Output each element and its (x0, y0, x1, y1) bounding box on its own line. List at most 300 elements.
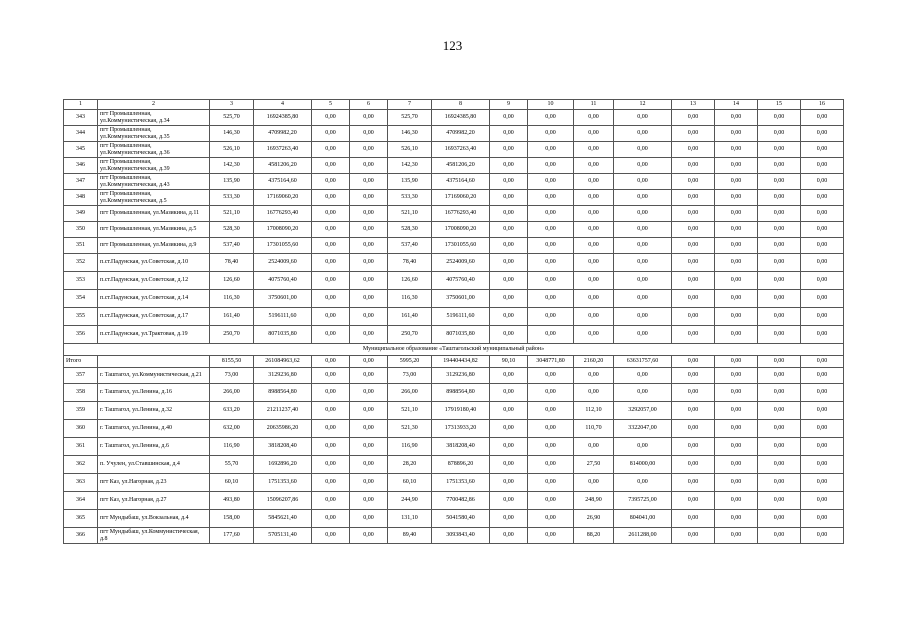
value-cell: 0,00 (758, 510, 801, 528)
value-cell: 0,00 (312, 222, 350, 238)
row-number: 364 (64, 492, 98, 510)
value-cell: 0,00 (801, 272, 844, 290)
value-cell: 0,00 (614, 126, 672, 142)
value-cell: 0,00 (801, 222, 844, 238)
value-cell: 0,00 (715, 158, 758, 174)
value-cell: 0,00 (528, 110, 574, 126)
table-row (64, 206, 844, 222)
column-number: 3 (210, 100, 254, 110)
value-cell: 0,00 (528, 206, 574, 222)
value-cell: 0,00 (312, 492, 350, 510)
address-cell: г. Таштагол, ул.Коммунистическая, д.21 (98, 368, 210, 384)
table-row (64, 510, 844, 528)
table-body (64, 100, 844, 544)
value-cell: 0,00 (672, 126, 715, 142)
value-cell: 0,00 (758, 126, 801, 142)
value-cell: 0,00 (350, 308, 388, 326)
value-cell: 17008090,20 (432, 222, 490, 238)
value-cell: 3818208,40 (432, 438, 490, 456)
row-number: 365 (64, 510, 98, 528)
value-cell: 0,00 (614, 190, 672, 206)
value-cell: 0,00 (801, 384, 844, 402)
value-cell: 5196111,60 (432, 308, 490, 326)
value-cell: 0,00 (528, 420, 574, 438)
value-cell: 0,00 (758, 420, 801, 438)
value-cell: 0,00 (672, 110, 715, 126)
value-cell: 0,00 (528, 272, 574, 290)
value-cell: 0,00 (672, 528, 715, 544)
value-cell: 55,70 (210, 456, 254, 474)
value-cell: 0,00 (801, 528, 844, 544)
value-cell: 0,00 (801, 254, 844, 272)
value-cell: 0,00 (614, 254, 672, 272)
value-cell: 126,60 (388, 272, 432, 290)
value-cell: 0,00 (801, 368, 844, 384)
value-cell: 0,00 (715, 272, 758, 290)
value-cell: 0,00 (672, 222, 715, 238)
address-cell: пгт Каз, ул.Нагорная, д.23 (98, 474, 210, 492)
row-number: 357 (64, 368, 98, 384)
value-cell: 0,00 (758, 272, 801, 290)
value-cell: 3292057,00 (614, 402, 672, 420)
data-table (63, 99, 844, 544)
row-number: 343 (64, 110, 98, 126)
address-cell: г. Таштагол, ул.Ленина, д.40 (98, 420, 210, 438)
row-number: 356 (64, 326, 98, 344)
value-cell: 146,30 (210, 126, 254, 142)
value-cell: 0,00 (490, 158, 528, 174)
value-cell: 0,00 (312, 438, 350, 456)
value-cell: 0,00 (614, 474, 672, 492)
value-cell: 0,00 (312, 420, 350, 438)
value-cell: 0,00 (490, 528, 528, 544)
value-cell: 0,00 (312, 402, 350, 420)
value-cell: 0,00 (490, 238, 528, 254)
total-value: 0,00 (758, 356, 801, 368)
value-cell: 0,00 (672, 474, 715, 492)
column-number: 6 (350, 100, 388, 110)
row-number: 366 (64, 528, 98, 544)
value-cell: 0,00 (350, 368, 388, 384)
value-cell: 17169060,20 (254, 190, 312, 206)
value-cell: 3093843,40 (432, 528, 490, 544)
value-cell: 0,00 (672, 308, 715, 326)
row-number: 352 (64, 254, 98, 272)
table-row (64, 308, 844, 326)
value-cell: 493,80 (210, 492, 254, 510)
value-cell: 0,00 (672, 142, 715, 158)
value-cell: 633,20 (210, 402, 254, 420)
value-cell: 0,00 (574, 438, 614, 456)
value-cell: 0,00 (574, 158, 614, 174)
value-cell: 804041,00 (614, 510, 672, 528)
value-cell: 3750601,00 (432, 290, 490, 308)
value-cell: 3322047,00 (614, 420, 672, 438)
value-cell: 4075760,40 (254, 272, 312, 290)
value-cell: 0,00 (801, 158, 844, 174)
value-cell: 0,00 (715, 474, 758, 492)
value-cell: 0,00 (672, 254, 715, 272)
value-cell: 0,00 (672, 158, 715, 174)
table-row (64, 402, 844, 420)
value-cell: 0,00 (528, 528, 574, 544)
value-cell: 116,90 (210, 438, 254, 456)
value-cell: 0,00 (312, 528, 350, 544)
value-cell: 0,00 (614, 206, 672, 222)
table-row (64, 174, 844, 190)
value-cell: 0,00 (490, 402, 528, 420)
value-cell: 0,00 (350, 174, 388, 190)
value-cell: 0,00 (758, 528, 801, 544)
value-cell: 0,00 (801, 456, 844, 474)
value-cell: 632,00 (210, 420, 254, 438)
value-cell: 0,00 (715, 438, 758, 456)
value-cell: 0,00 (528, 402, 574, 420)
value-cell: 0,00 (614, 272, 672, 290)
total-value: 0,00 (312, 356, 350, 368)
value-cell: 248,90 (574, 492, 614, 510)
value-cell: 0,00 (350, 326, 388, 344)
address-cell: пгт Промышленная, ул.Коммунистическая, д.34 (98, 110, 210, 126)
value-cell: 0,00 (312, 290, 350, 308)
value-cell: 0,00 (801, 190, 844, 206)
value-cell: 8071035,80 (254, 326, 312, 344)
value-cell: 0,00 (672, 438, 715, 456)
value-cell: 112,10 (574, 402, 614, 420)
row-number: 345 (64, 142, 98, 158)
value-cell: 142,30 (210, 158, 254, 174)
value-cell: 0,00 (672, 420, 715, 438)
section-title-row (64, 344, 844, 356)
value-cell: 521,10 (210, 206, 254, 222)
value-cell: 27,50 (574, 456, 614, 474)
column-number: 7 (388, 100, 432, 110)
value-cell: 0,00 (672, 238, 715, 254)
table-row (64, 142, 844, 158)
value-cell: 0,00 (312, 456, 350, 474)
value-cell: 0,00 (715, 420, 758, 438)
table-row (64, 222, 844, 238)
value-cell: 8071035,80 (432, 326, 490, 344)
value-cell: 0,00 (715, 174, 758, 190)
value-cell: 0,00 (715, 126, 758, 142)
value-cell: 5196111,60 (254, 308, 312, 326)
value-cell: 126,60 (210, 272, 254, 290)
value-cell: 266,00 (388, 384, 432, 402)
value-cell: 0,00 (672, 384, 715, 402)
value-cell: 0,00 (672, 402, 715, 420)
value-cell: 266,00 (210, 384, 254, 402)
value-cell: 0,00 (574, 272, 614, 290)
value-cell: 0,00 (528, 126, 574, 142)
value-cell: 0,00 (801, 438, 844, 456)
value-cell: 814000,00 (614, 456, 672, 474)
column-number: 13 (672, 100, 715, 110)
address-cell: пгт Промышленная, ул.Коммунистическая, д.35 (98, 126, 210, 142)
value-cell: 5041580,40 (432, 510, 490, 528)
value-cell: 0,00 (614, 142, 672, 158)
row-number: 353 (64, 272, 98, 290)
value-cell: 15096207,86 (254, 492, 312, 510)
row-number: 354 (64, 290, 98, 308)
value-cell: 0,00 (758, 402, 801, 420)
value-cell: 0,00 (350, 110, 388, 126)
value-cell: 3818208,40 (254, 438, 312, 456)
value-cell: 0,00 (801, 308, 844, 326)
table-row (64, 456, 844, 474)
value-cell: 0,00 (574, 238, 614, 254)
row-number: 361 (64, 438, 98, 456)
value-cell: 0,00 (672, 492, 715, 510)
value-cell: 0,00 (758, 174, 801, 190)
table-row (64, 384, 844, 402)
value-cell: 0,00 (490, 272, 528, 290)
row-number: 347 (64, 174, 98, 190)
total-value: 261084963,62 (254, 356, 312, 368)
value-cell: 0,00 (528, 326, 574, 344)
column-number: 8 (432, 100, 490, 110)
value-cell: 0,00 (490, 438, 528, 456)
value-cell: 0,00 (312, 254, 350, 272)
value-cell: 0,00 (715, 326, 758, 344)
total-label: Итого (64, 356, 98, 368)
column-number: 16 (801, 100, 844, 110)
value-cell: 0,00 (758, 222, 801, 238)
value-cell: 16776293,40 (432, 206, 490, 222)
value-cell: 0,00 (801, 110, 844, 126)
value-cell: 0,00 (715, 290, 758, 308)
column-number: 4 (254, 100, 312, 110)
value-cell: 0,00 (350, 158, 388, 174)
value-cell: 0,00 (758, 110, 801, 126)
value-cell: 110,70 (574, 420, 614, 438)
value-cell: 60,10 (210, 474, 254, 492)
value-cell: 0,00 (312, 190, 350, 206)
value-cell: 8988564,80 (432, 384, 490, 402)
value-cell: 16937263,40 (432, 142, 490, 158)
value-cell: 0,00 (574, 126, 614, 142)
table-row (64, 238, 844, 254)
address-cell: г. Таштагол, ул.Ленина, д.6 (98, 438, 210, 456)
value-cell: 0,00 (350, 384, 388, 402)
table-row (64, 492, 844, 510)
value-cell: 73,00 (388, 368, 432, 384)
value-cell: 0,00 (490, 222, 528, 238)
table-row (64, 158, 844, 174)
total-value: 0,00 (672, 356, 715, 368)
value-cell: 2611288,00 (614, 528, 672, 544)
value-cell: 0,00 (715, 222, 758, 238)
value-cell: 0,00 (614, 368, 672, 384)
value-cell: 0,00 (528, 222, 574, 238)
value-cell: 0,00 (574, 174, 614, 190)
table-row (64, 272, 844, 290)
value-cell: 0,00 (350, 206, 388, 222)
section-title: Муниципальное образование «Таштагольский муниципальный район» (64, 344, 844, 356)
value-cell: 0,00 (715, 110, 758, 126)
value-cell: 0,00 (574, 190, 614, 206)
value-cell: 0,00 (614, 158, 672, 174)
value-cell: 0,00 (350, 474, 388, 492)
row-number: 348 (64, 190, 98, 206)
value-cell: 0,00 (350, 254, 388, 272)
value-cell: 525,70 (210, 110, 254, 126)
value-cell: 0,00 (715, 510, 758, 528)
page-number: 123 (442, 38, 463, 53)
value-cell: 177,60 (210, 528, 254, 544)
value-cell: 0,00 (758, 206, 801, 222)
value-cell: 0,00 (490, 126, 528, 142)
value-cell: 0,00 (490, 174, 528, 190)
value-cell: 0,00 (490, 420, 528, 438)
value-cell: 0,00 (490, 290, 528, 308)
value-cell: 0,00 (715, 492, 758, 510)
value-cell: 0,00 (758, 368, 801, 384)
value-cell: 26,90 (574, 510, 614, 528)
value-cell: 4581206,20 (432, 158, 490, 174)
value-cell: 0,00 (758, 308, 801, 326)
value-cell: 0,00 (614, 438, 672, 456)
value-cell: 0,00 (490, 510, 528, 528)
value-cell: 0,00 (574, 110, 614, 126)
address-cell: п.ст.Падунская, ул.Советская, д.14 (98, 290, 210, 308)
value-cell: 0,00 (312, 174, 350, 190)
value-cell: 0,00 (490, 254, 528, 272)
total-value: 5995,20 (388, 356, 432, 368)
value-cell: 0,00 (801, 402, 844, 420)
value-cell: 142,30 (388, 158, 432, 174)
value-cell: 0,00 (312, 272, 350, 290)
column-number: 9 (490, 100, 528, 110)
value-cell: 0,00 (312, 158, 350, 174)
value-cell: 0,00 (528, 492, 574, 510)
value-cell: 0,00 (801, 206, 844, 222)
value-cell: 16924385,80 (432, 110, 490, 126)
value-cell: 0,00 (490, 190, 528, 206)
value-cell: 1751353,60 (254, 474, 312, 492)
value-cell: 0,00 (801, 174, 844, 190)
address-cell: п. Учулен, ул.Ставшинская, д.4 (98, 456, 210, 474)
total-value: 0,00 (715, 356, 758, 368)
total-value (98, 356, 210, 368)
value-cell: 3129236,80 (432, 368, 490, 384)
value-cell: 78,40 (388, 254, 432, 272)
value-cell: 0,00 (672, 368, 715, 384)
address-cell: пгт Мундыбаш, ул.Вокзальная, д.4 (98, 510, 210, 528)
value-cell: 0,00 (614, 308, 672, 326)
value-cell: 0,00 (574, 368, 614, 384)
row-number: 344 (64, 126, 98, 142)
column-number: 11 (574, 100, 614, 110)
row-number: 351 (64, 238, 98, 254)
value-cell: 0,00 (574, 290, 614, 308)
value-cell: 0,00 (758, 190, 801, 206)
value-cell: 0,00 (312, 308, 350, 326)
value-cell: 0,00 (614, 222, 672, 238)
address-cell: пгт Промышленная, ул.Коммунистическая, д.5 (98, 190, 210, 206)
value-cell: 0,00 (672, 190, 715, 206)
value-cell: 7395725,00 (614, 492, 672, 510)
value-cell: 0,00 (758, 254, 801, 272)
value-cell: 0,00 (574, 384, 614, 402)
value-cell: 0,00 (801, 510, 844, 528)
value-cell: 0,00 (715, 402, 758, 420)
address-cell: пгт Промышленная, ул.Коммунистическая, д.39 (98, 158, 210, 174)
value-cell: 0,00 (350, 528, 388, 544)
value-cell: 521,30 (388, 420, 432, 438)
total-value: 8155,50 (210, 356, 254, 368)
table-row (64, 528, 844, 544)
value-cell: 89,40 (388, 528, 432, 544)
total-value: 0,00 (350, 356, 388, 368)
value-cell: 0,00 (574, 308, 614, 326)
value-cell: 0,00 (528, 190, 574, 206)
address-cell: пгт Промышленная, ул.Коммунистическая, д.43 (98, 174, 210, 190)
address-cell: п.ст.Падунская, ул.Советская, д.10 (98, 254, 210, 272)
column-number: 14 (715, 100, 758, 110)
value-cell: 0,00 (528, 238, 574, 254)
value-cell: 0,00 (312, 384, 350, 402)
column-number: 12 (614, 100, 672, 110)
value-cell: 161,40 (388, 308, 432, 326)
value-cell: 244,90 (388, 492, 432, 510)
value-cell: 135,90 (210, 174, 254, 190)
value-cell: 0,00 (528, 290, 574, 308)
value-cell: 28,20 (388, 456, 432, 474)
value-cell: 0,00 (528, 174, 574, 190)
value-cell: 0,00 (672, 510, 715, 528)
total-value: 90,10 (490, 356, 528, 368)
value-cell: 0,00 (528, 438, 574, 456)
row-number: 362 (64, 456, 98, 474)
value-cell: 7700482,86 (432, 492, 490, 510)
value-cell: 0,00 (672, 456, 715, 474)
value-cell: 16937263,40 (254, 142, 312, 158)
value-cell: 0,00 (801, 142, 844, 158)
value-cell: 0,00 (528, 254, 574, 272)
address-cell: г. Таштагол, ул.Ленина, д.32 (98, 402, 210, 420)
value-cell: 0,00 (350, 238, 388, 254)
table-row (64, 326, 844, 344)
value-cell: 146,30 (388, 126, 432, 142)
table-row (64, 420, 844, 438)
value-cell: 0,00 (614, 290, 672, 308)
value-cell: 537,40 (210, 238, 254, 254)
value-cell: 4709982,20 (432, 126, 490, 142)
value-cell: 0,00 (801, 492, 844, 510)
value-cell: 0,00 (574, 474, 614, 492)
total-row (64, 356, 844, 368)
value-cell: 0,00 (715, 190, 758, 206)
value-cell: 0,00 (672, 290, 715, 308)
value-cell: 0,00 (490, 456, 528, 474)
value-cell: 0,00 (490, 326, 528, 344)
value-cell: 0,00 (758, 384, 801, 402)
value-cell: 0,00 (350, 142, 388, 158)
value-cell: 0,00 (715, 456, 758, 474)
value-cell: 0,00 (715, 254, 758, 272)
value-cell: 0,00 (758, 456, 801, 474)
value-cell: 0,00 (528, 456, 574, 474)
address-cell: п.ст.Падунская, ул.Советская, д.12 (98, 272, 210, 290)
value-cell: 0,00 (758, 238, 801, 254)
value-cell: 0,00 (490, 110, 528, 126)
value-cell: 533,30 (210, 190, 254, 206)
value-cell: 131,10 (388, 510, 432, 528)
value-cell: 0,00 (758, 438, 801, 456)
value-cell: 521,10 (388, 206, 432, 222)
value-cell: 0,00 (801, 474, 844, 492)
